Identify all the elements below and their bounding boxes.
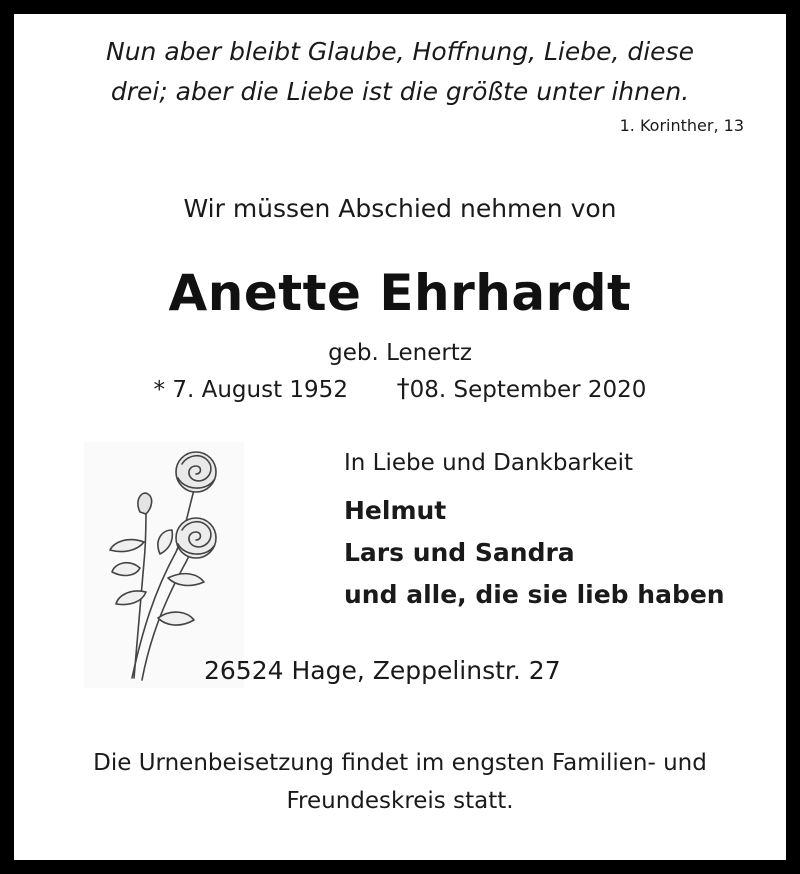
birth-symbol: *	[153, 377, 166, 403]
burial-notice	[0, 744, 800, 820]
intro-text: Wir müssen Abschied nehmen von	[183, 194, 617, 223]
bible-quote	[0, 32, 800, 112]
life-dates	[0, 374, 800, 404]
roses-illustration-icon	[84, 442, 244, 688]
death-cross-icon: †	[396, 374, 410, 404]
deceased-name: Anette Ehrhardt	[168, 264, 632, 322]
notice-line-2: Freundeskreis statt.	[286, 788, 514, 814]
mourner-name: Lars und Sandra	[344, 538, 575, 567]
quote-line-1: Nun aber bleibt Glaube, Hoffnung, Liebe, diese	[106, 37, 694, 66]
mourners-block	[344, 450, 725, 616]
notice-line-1: Die Urnenbeisetzung findet im engsten Familien- und	[93, 750, 707, 776]
death-date: 08. September 2020	[409, 377, 647, 403]
family-address: 26524 Hage, Zeppelinstr. 27	[204, 656, 561, 685]
quote-line-2: drei; aber die Liebe ist die größte unter ihnen.	[110, 77, 690, 106]
mourner-name: und alle, die sie lieb haben	[344, 580, 725, 609]
birth-date: 7. August 1952	[172, 377, 348, 403]
quote-reference: 1. Korinther, 13	[619, 116, 744, 135]
mourner-name: Helmut	[344, 496, 447, 525]
maiden-name: geb. Lenertz	[328, 340, 472, 366]
mourners-heading: In Liebe und Dankbarkeit	[344, 450, 634, 476]
